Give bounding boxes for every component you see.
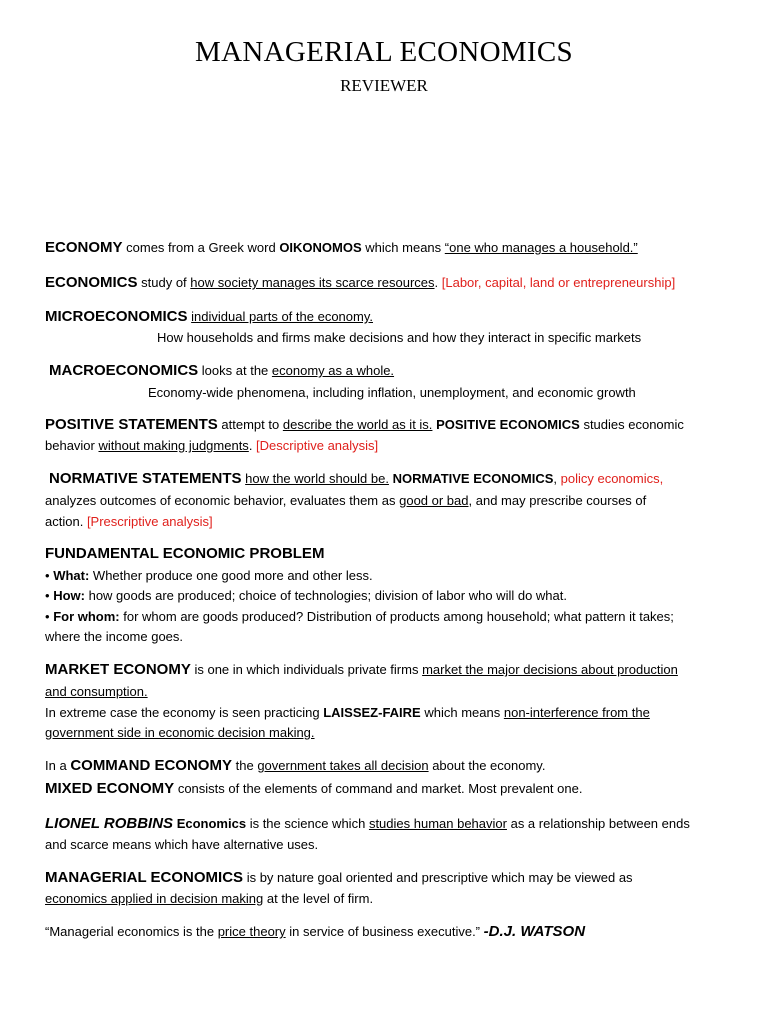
- quote-text-1: “Managerial economics is the: [45, 924, 215, 939]
- market-definition-b: and consumption.: [45, 684, 148, 699]
- normative-economics-term: NORMATIVE ECONOMICS: [392, 471, 554, 486]
- command-term: COMMAND ECONOMY: [70, 757, 232, 774]
- laissez-faire-term: LAISSEZ-FAIRE: [323, 705, 421, 720]
- economy-text-2: which means: [365, 240, 442, 255]
- problem-item-label: For whom:: [53, 609, 120, 624]
- mixed-term: MIXED ECONOMY: [45, 780, 175, 797]
- managerial-term: MANAGERIAL ECONOMICS: [45, 869, 244, 886]
- positive-line-1: [45, 417, 684, 433]
- robbins-text-1: is the science which: [249, 816, 366, 831]
- problem-item-for-whom: [45, 609, 674, 625]
- market-definition-a: market the major decisions about production: [422, 662, 678, 677]
- document-subtitle: REVIEWER: [340, 76, 428, 95]
- positive-line-2: behavior without making judgments. [Descriptive analysis]: [45, 438, 379, 453]
- normative-line-1: NORMATIVE STATEMENTS how the world should be. NORMATIVE ECONOMICS, policy economics,: [49, 470, 664, 487]
- managerial-definition: economics applied in decision making: [45, 891, 264, 906]
- normative-line-3: [45, 514, 213, 530]
- problem-item-text: how goods are produced; choice of technologies; division of labor who will do what.: [88, 588, 567, 603]
- positive-term: POSITIVE STATEMENTS: [45, 416, 218, 433]
- watson-quote: [45, 924, 585, 940]
- normative-text-3: action.: [45, 514, 84, 529]
- managerial-line-1: [45, 870, 633, 886]
- problem-item-text: Whether produce one good more and other less.: [92, 568, 373, 583]
- normative-term: NORMATIVE STATEMENTS: [49, 470, 242, 487]
- command-text-2: the: [235, 758, 254, 773]
- micro-line: [45, 309, 373, 325]
- normative-text-1: analyzes outcomes of economic behavior, evaluates them as: [45, 493, 396, 508]
- economy-meaning: “one who manages a household.”: [444, 240, 638, 255]
- problem-item-how: [45, 588, 567, 604]
- positive-definition: describe the world as it is.: [282, 417, 433, 432]
- problem-item-what: [45, 568, 373, 584]
- market-meaning-a: non-interference from the: [503, 705, 650, 720]
- economy-line: [45, 240, 638, 256]
- problem-item-label: What:: [53, 568, 90, 583]
- command-definition: government takes all decision: [257, 758, 429, 773]
- economics-line: ECONOMICS study of how society manages its scarce resources. [Labor, capital, land or entrepreneurship]: [45, 274, 676, 291]
- market-meaning-b: government side in economic decision making.: [45, 725, 315, 740]
- robbins-line-2: and scarce means which have alternative uses.: [45, 837, 319, 852]
- normative-definition: how the world should be.: [245, 471, 389, 486]
- problem-continuation: where the income goes.: [45, 629, 184, 644]
- document-title: MANAGERIAL ECONOMICS: [195, 36, 573, 68]
- micro-term: MICROECONOMICS: [45, 308, 188, 325]
- market-line-3: [45, 705, 650, 721]
- positive-text-3: behavior: [45, 438, 95, 453]
- mixed-line: [45, 781, 582, 797]
- bullet-icon: •: [45, 588, 50, 603]
- market-text-2: In extreme case the economy is seen practicing: [45, 705, 320, 720]
- positive-economics-term: POSITIVE ECONOMICS: [436, 417, 580, 432]
- normative-bracket: [Prescriptive analysis]: [86, 514, 213, 529]
- managerial-text-2: at the level of firm.: [266, 891, 374, 906]
- macro-line: [49, 363, 394, 379]
- economy-greek-word: OIKONOMOS: [279, 240, 362, 255]
- positive-bracket: [Descriptive analysis]: [256, 438, 379, 453]
- problem-item-label: How:: [53, 588, 85, 603]
- command-text-3: about the economy.: [432, 758, 546, 773]
- command-line: [45, 758, 545, 774]
- managerial-text-1: is by nature goal oriented and prescriptive which may be viewed as: [246, 870, 633, 885]
- macro-definition: economy as a whole.: [271, 363, 395, 378]
- economics-resources: [Labor, capital, land or entrepreneurship]: [441, 275, 676, 290]
- managerial-line-2: [45, 891, 373, 907]
- quote-text-2: in service of business executive.”: [289, 924, 481, 939]
- robbins-line-1: [45, 816, 690, 832]
- market-line-2: [45, 684, 148, 700]
- robbins-name: LIONEL ROBBINS: [45, 815, 174, 832]
- normative-good-bad: good or bad: [399, 493, 469, 508]
- macro-term: MACROECONOMICS: [49, 362, 199, 379]
- command-text-1: In a: [45, 758, 67, 773]
- economics-definition: how society manages its scarce resources: [190, 275, 435, 290]
- normative-alias: policy economics,: [560, 471, 664, 486]
- market-line-1: [45, 662, 678, 678]
- macro-detail: Economy-wide phenomena, including inflation, unemployment, and economic growth: [148, 385, 636, 400]
- micro-detail: How households and firms make decisions and how they interact in specific markets: [157, 330, 642, 345]
- economics-term: ECONOMICS: [45, 274, 138, 291]
- market-line-4: [45, 725, 315, 741]
- market-term: MARKET ECONOMY: [45, 661, 191, 678]
- positive-text-1: attempt to: [221, 417, 280, 432]
- positive-text-2: studies economic: [583, 417, 684, 432]
- bullet-icon: •: [45, 609, 50, 624]
- macro-text-1: looks at the: [201, 363, 269, 378]
- robbins-term: Economics: [176, 816, 247, 831]
- economics-text-1: study of: [141, 275, 187, 290]
- problem-item-text: for whom are goods produced? Distribution of products among household; what pattern it takes;: [123, 609, 674, 624]
- economy-text-1: comes from a Greek word: [126, 240, 276, 255]
- normative-text-2: , and may prescribe courses of: [468, 493, 647, 508]
- robbins-text-2: as a relationship between ends: [510, 816, 690, 831]
- quote-emphasis: price theory: [217, 924, 286, 939]
- mixed-text: consists of the elements of command and market. Most prevalent one.: [177, 781, 583, 796]
- positive-definition-2: without making judgments: [98, 438, 249, 453]
- normative-line-2: [45, 493, 646, 509]
- market-text-3: which means: [424, 705, 501, 720]
- problem-heading: FUNDAMENTAL ECONOMIC PROBLEM: [45, 545, 325, 562]
- quote-author: -D.J. WATSON: [483, 923, 586, 940]
- robbins-definition: studies human behavior: [368, 816, 507, 831]
- market-text-1: is one in which individuals private firms: [194, 662, 419, 677]
- economy-term: ECONOMY: [45, 239, 123, 256]
- micro-definition: individual parts of the economy.: [191, 309, 373, 324]
- bullet-icon: •: [45, 568, 50, 583]
